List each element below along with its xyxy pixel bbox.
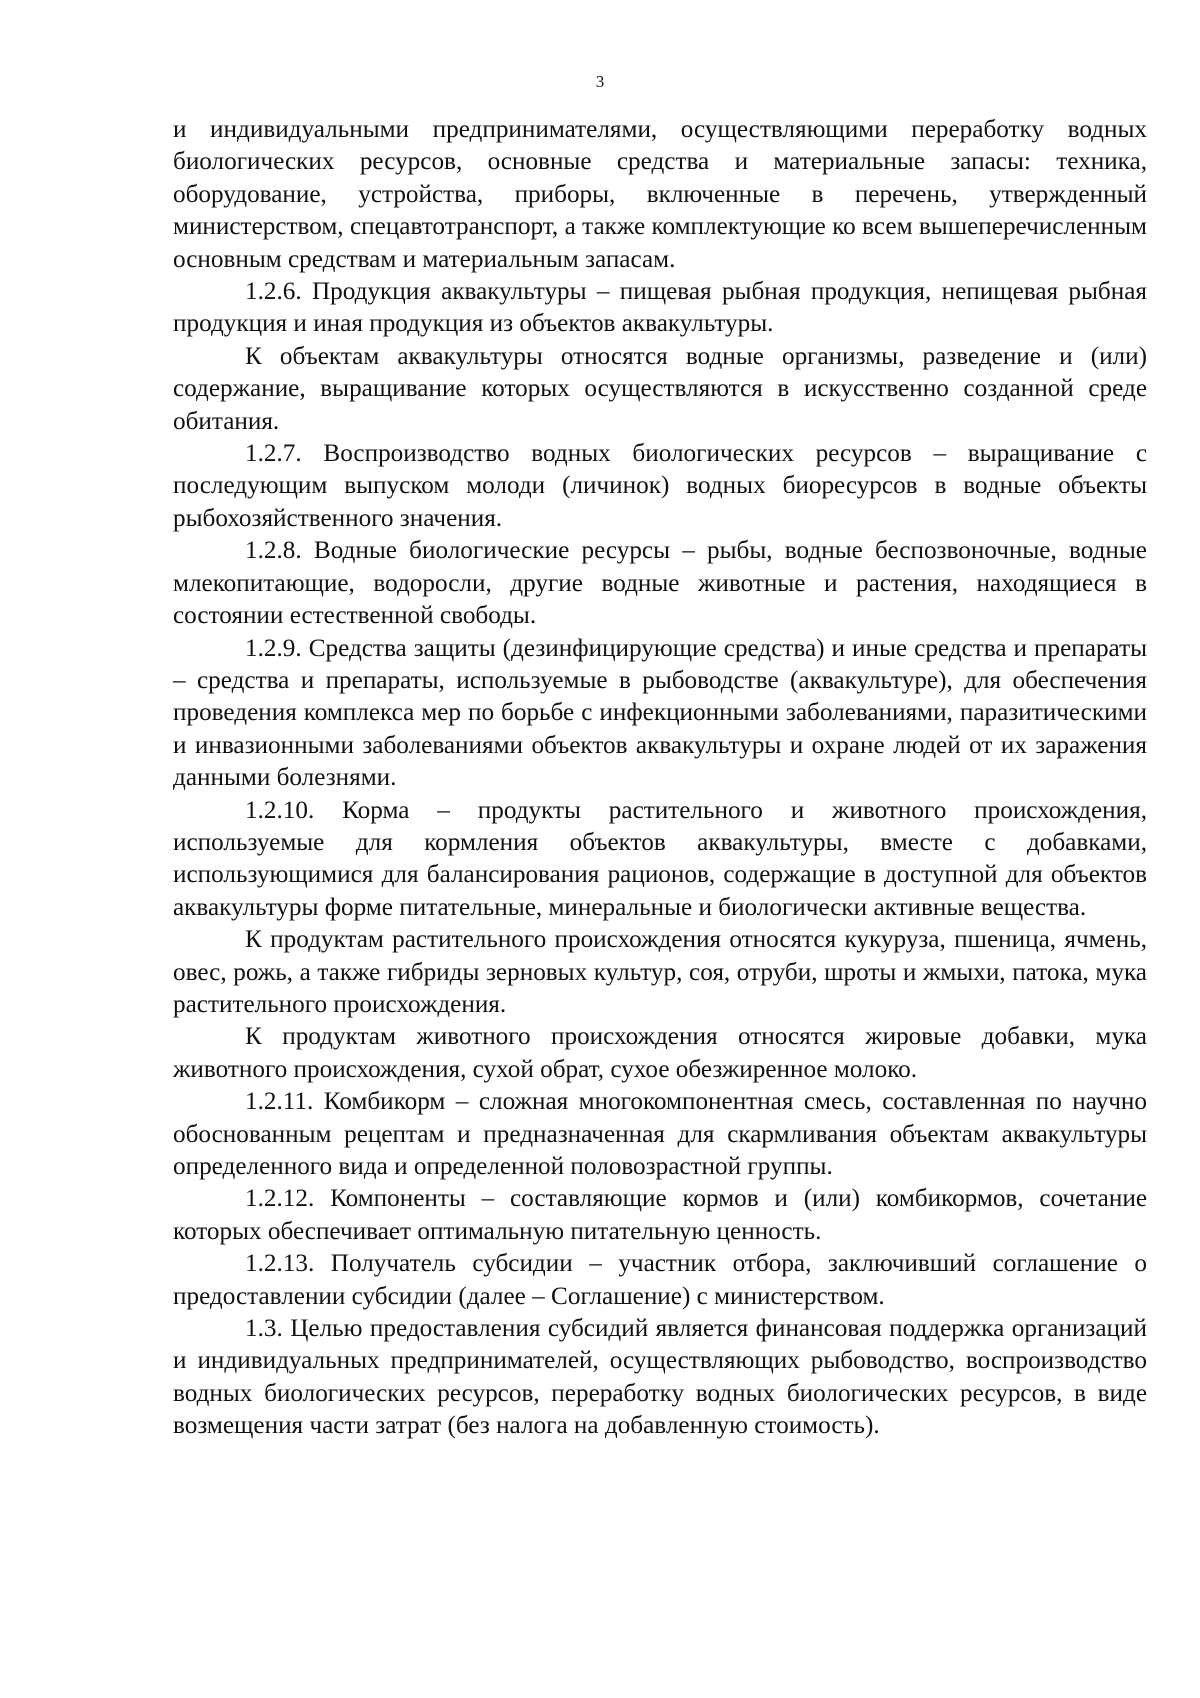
paragraph-1-2-13: 1.2.13. Получатель субсидии – участник отбора, заключивший соглашение о предоставлении субсидии (далее – Соглашение) с министерством. xyxy=(173,1250,1147,1310)
paragraph-1-2-6: 1.2.6. Продукция аквакультуры – пищевая рыбная продукция, непищевая рыбная продукция и иная продукция из объектов аквакультуры. xyxy=(173,278,1147,338)
page-number: 3 xyxy=(595,72,605,91)
document-body xyxy=(173,114,1147,1443)
paragraph-1-2-10: 1.2.10. Корма – продукты растительного и животного происхождения, используемые для кормления объектов аквакультуры, вместе с добавками, использующимися для балансирования рационов, содержащие в доступной для объектов аквакультуры форме питательные, минеральные и биологически активные вещества. xyxy=(173,796,1147,921)
paragraph-animal-products: К продуктам животного происхождения относятся жировые добавки, мука животного происхождения, сухой обрат, сухое обезжиренное молоко. xyxy=(173,1023,1147,1083)
paragraph-1-2-7: 1.2.7. Воспроизводство водных биологических ресурсов – выращивание с последующим выпуском молоди (личинок) водных биоресурсов в водные объекты рыбохозяйственного значения. xyxy=(173,440,1147,532)
paragraph-aquaculture-objects: К объектам аквакультуры относятся водные организмы, разведение и (или) содержание, выращивание которых осуществляются в искусственно созданной среде обитания. xyxy=(173,342,1147,435)
paragraph-1-3: 1.3. Целью предоставления субсидий является финансовая поддержка организаций и индивидуальных предпринимателей, осуществляющих рыбоводство, воспроизводство водных биологических ресурсов, переработку водных биологических ресурсов, в виде возмещения части затрат (без налога на добавленную стоимость). xyxy=(173,1315,1147,1440)
paragraph-plant-products: К продуктам растительного происхождения относятся кукуруза, пшеница, ячмень, овес, рожь, а также гибриды зерновых культур, соя, отруби, шроты и жмыхи, патока, мука растительного происхождения. xyxy=(173,926,1147,1018)
paragraph-continuation: и индивидуальными предпринимателями, осуществляющими переработку водных биологических ресурсов, основные средства и материальные запасы: техника, оборудование, устройства, приборы, включенные в перечень, утвержденный министерством, спецавтотранспорт, а также комплектующие ко всем вышеперечисленным основным средствам и материальным запасам. xyxy=(173,116,1147,273)
paragraph-1-2-12: 1.2.12. Компоненты – составляющие кормов и (или) комбикормов, сочетание которых обеспечивает оптимальную питательную ценность. xyxy=(173,1185,1147,1245)
paragraph-1-2-8: 1.2.8. Водные биологические ресурсы – рыбы, водные беспозвоночные, водные млекопитающие, водоросли, другие водные животные и растения, находящиеся в состоянии естественной свободы. xyxy=(173,537,1147,630)
paragraph-1-2-11: 1.2.11. Комбикорм – сложная многокомпонентная смесь, составленная по научно обоснованным рецептам и предназначенная для скармливания объектам аквакультуры определенного вида и определенной половозрастной группы. xyxy=(173,1088,1147,1180)
paragraph-1-2-9: 1.2.9. Средства защиты (дезинфицирующие средства) и иные средства и препараты – средства и препараты, используемые в рыбоводстве (аквакультуре), для обеспечения проведения комплекса мер по борьбе с инфекционными заболеваниями, паразитическими и инвазионными заболеваниями объектов аквакультуры и охране людей от их заражения данными болезнями. xyxy=(173,634,1147,792)
